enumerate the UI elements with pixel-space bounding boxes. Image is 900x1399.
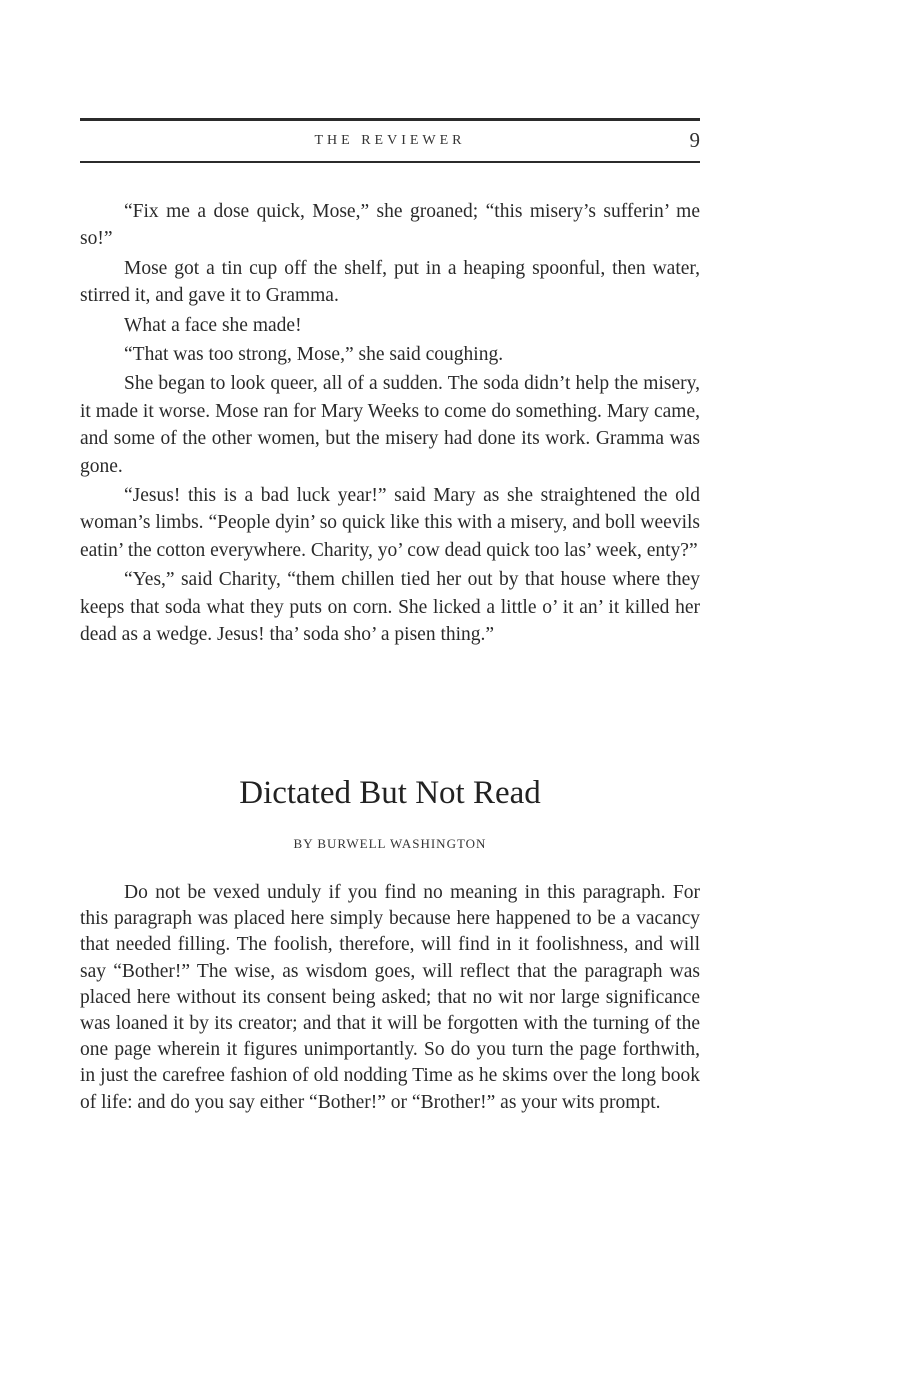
page-number: 9 — [689, 128, 700, 152]
story-paragraph: “Jesus! this is a bad luck year!” said Mary as she straightened the old woman’s limbs. “People dyin’ so quick like this with a misery, and boll weevils eatin’ the cotton everywhere. Charity, yo’ cow dead quick too las’ week, enty?” — [80, 485, 700, 561]
story-continuation — [80, 198, 700, 649]
running-title: THE REVIEWER — [314, 133, 466, 148]
story-paragraph: “That was too strong, Mose,” she said coughing. — [124, 344, 504, 366]
story-paragraph: What a face she made! — [124, 314, 302, 336]
story-paragraph: “Fix me a dose quick, Mose,” she groaned; “this misery’s sufferin’ me so!” — [80, 201, 700, 250]
story-paragraph: “Yes,” said Charity, “them chillen tied her out by that house where they keeps that soda what they puts on corn. She licked a little o’ it an’ it killed her dead as a wedge. Jesus! tha’ soda sho’ a pisen thing.” — [80, 569, 700, 646]
article-paragraph: Do not be vexed unduly if you find no meaning in this paragraph. For this paragraph was placed here simply because here happened to be a vacancy that needed filling. The foolish, therefore, will find in it foolishness, and will say “Bother!” The wise, as wisdom goes, will reflect that the paragraph was placed here without its consent being asked; that no wit nor large significance was loaned it by its creator; and that it will be forgotten with the turning of the one page wherein it figures unimportantly. So do you turn the page forthwith, in just the carefree fashion of old nodding Time as he skims over the long book of life: and do you say either “Bother!” or “Brother!” as your wits prompt. — [80, 882, 700, 1113]
article-title: Dictated But Not Read — [239, 775, 541, 811]
header-bottom-rule — [80, 161, 700, 163]
story-paragraph: Mose got a tin cup off the shelf, put in a heaping spoonful, then water, stirred it, and gave it to Gramma. — [80, 257, 700, 307]
article-body — [80, 880, 700, 1116]
header-top-rule — [80, 118, 700, 121]
story-paragraph: She began to look queer, all of a sudden. The soda didn’t help the misery, it made it worse. Mose ran for Mary Weeks to come do something. Mary came, and some of the other women, but the misery had done its work. Gramma was gone. — [80, 373, 700, 477]
article-byline: BY BURWELL WASHINGTON — [293, 836, 487, 851]
